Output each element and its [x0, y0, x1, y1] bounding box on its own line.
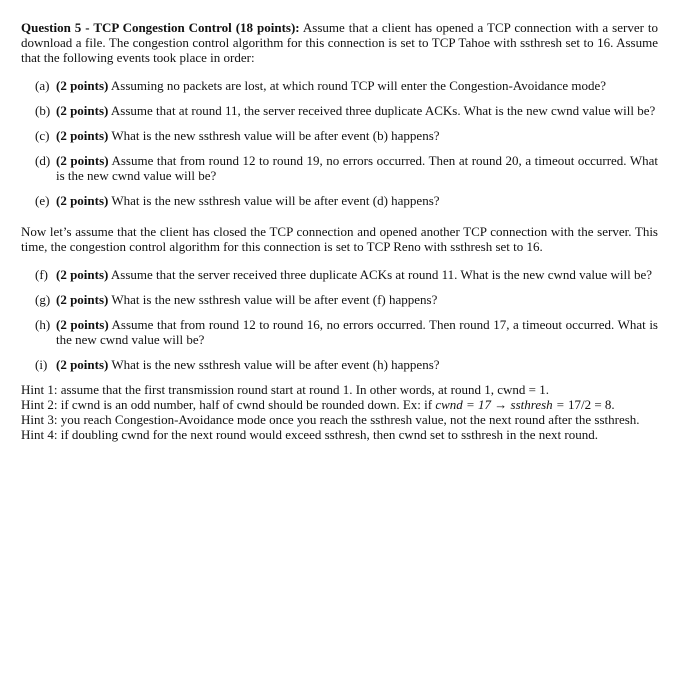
hints-block — [21, 382, 658, 442]
item-label: (h) — [35, 317, 51, 332]
item-points: (2 points) — [56, 267, 109, 282]
part2-list — [21, 267, 658, 372]
question-intro — [21, 20, 658, 65]
hint-1: Hint 1: assume that the first transmission round start at round 1. In other words, at round 1, cwnd = 1. — [21, 382, 549, 397]
list-item-e — [21, 193, 658, 208]
item-label: (b) — [35, 103, 51, 118]
item-points: (2 points) — [56, 153, 109, 168]
item-text: Assume that from round 12 to round 19, no errors occurred. Then at round 20, a timeout occurred. What is the new cwnd value will be? — [56, 153, 658, 183]
part1-list — [21, 78, 658, 208]
item-label: (d) — [35, 153, 51, 168]
list-item-g — [21, 292, 658, 307]
item-label: (e) — [35, 193, 50, 208]
list-item-f — [21, 267, 658, 282]
item-points: (2 points) — [56, 78, 109, 93]
item-points: (2 points) — [56, 193, 109, 208]
hint-3: Hint 3: you reach Congestion-Avoidance mode once you reach the ssthresh value, not the next round after the ssthresh. — [21, 412, 640, 427]
hint-2 — [21, 397, 658, 412]
item-label: (g) — [35, 292, 51, 307]
item-text: Assuming no packets are lost, at which round TCP will enter the Congestion-Avoidance mode? — [110, 78, 607, 93]
item-label: (a) — [35, 78, 50, 93]
item-label: (f) — [35, 267, 48, 282]
question-intro-text: Assume that a client has opened a TCP connection with a server to download a file. The congestion control algorithm for this connection is set to TCP Tahoe with ssthresh set to 16. Assume that the following events took place in order: — [21, 20, 658, 65]
item-label: (i) — [35, 357, 48, 372]
item-points: (2 points) — [56, 128, 109, 143]
hint-2-suffix: 17/2 = 8. — [564, 397, 615, 412]
item-points: (2 points) — [56, 103, 109, 118]
item-text: Assume that from round 12 to round 16, no errors occurred. Then round 17, a timeout occurred. What is the new cwnd value will be? — [56, 317, 658, 347]
question-title: Question 5 - TCP Congestion Control (18 points): — [21, 20, 300, 35]
item-text: What is the new ssthresh value will be after event (b) happens? — [111, 128, 440, 143]
list-item-i — [21, 357, 658, 372]
hint-4: Hint 4: if doubling cwnd for the next round would exceed ssthresh, then cwnd set to ssthresh in the next round. — [21, 427, 598, 442]
item-points: (2 points) — [56, 357, 109, 372]
hint-2-math: cwnd = 17 → ssthresh = — [435, 397, 565, 412]
item-text: What is the new ssthresh value will be after event (h) happens? — [111, 357, 440, 372]
list-item-b — [21, 103, 658, 118]
item-points: (2 points) — [56, 292, 109, 307]
list-item-c — [21, 128, 658, 143]
item-text: What is the new ssthresh value will be after event (d) happens? — [111, 193, 440, 208]
list-item-h — [21, 317, 658, 347]
item-text: What is the new ssthresh value will be after event (f) happens? — [111, 292, 438, 307]
item-text: Assume that at round 11, the server received three duplicate ACKs. What is the new cwnd value will be? — [110, 103, 656, 118]
item-label: (c) — [35, 128, 50, 143]
second-intro: Now let’s assume that the client has closed the TCP connection and opened another TCP connection with the server. This time, the congestion control algorithm for this connection is set to TCP Reno with ssthresh set to 16. — [21, 224, 658, 254]
hint-2-prefix: Hint 2: if cwnd is an odd number, half of cwnd should be rounded down. Ex: if — [21, 397, 436, 412]
item-points: (2 points) — [56, 317, 109, 332]
item-text: Assume that the server received three duplicate ACKs at round 11. What is the new cwnd value will be? — [110, 267, 653, 282]
list-item-d — [21, 153, 658, 183]
list-item-a — [21, 78, 658, 93]
